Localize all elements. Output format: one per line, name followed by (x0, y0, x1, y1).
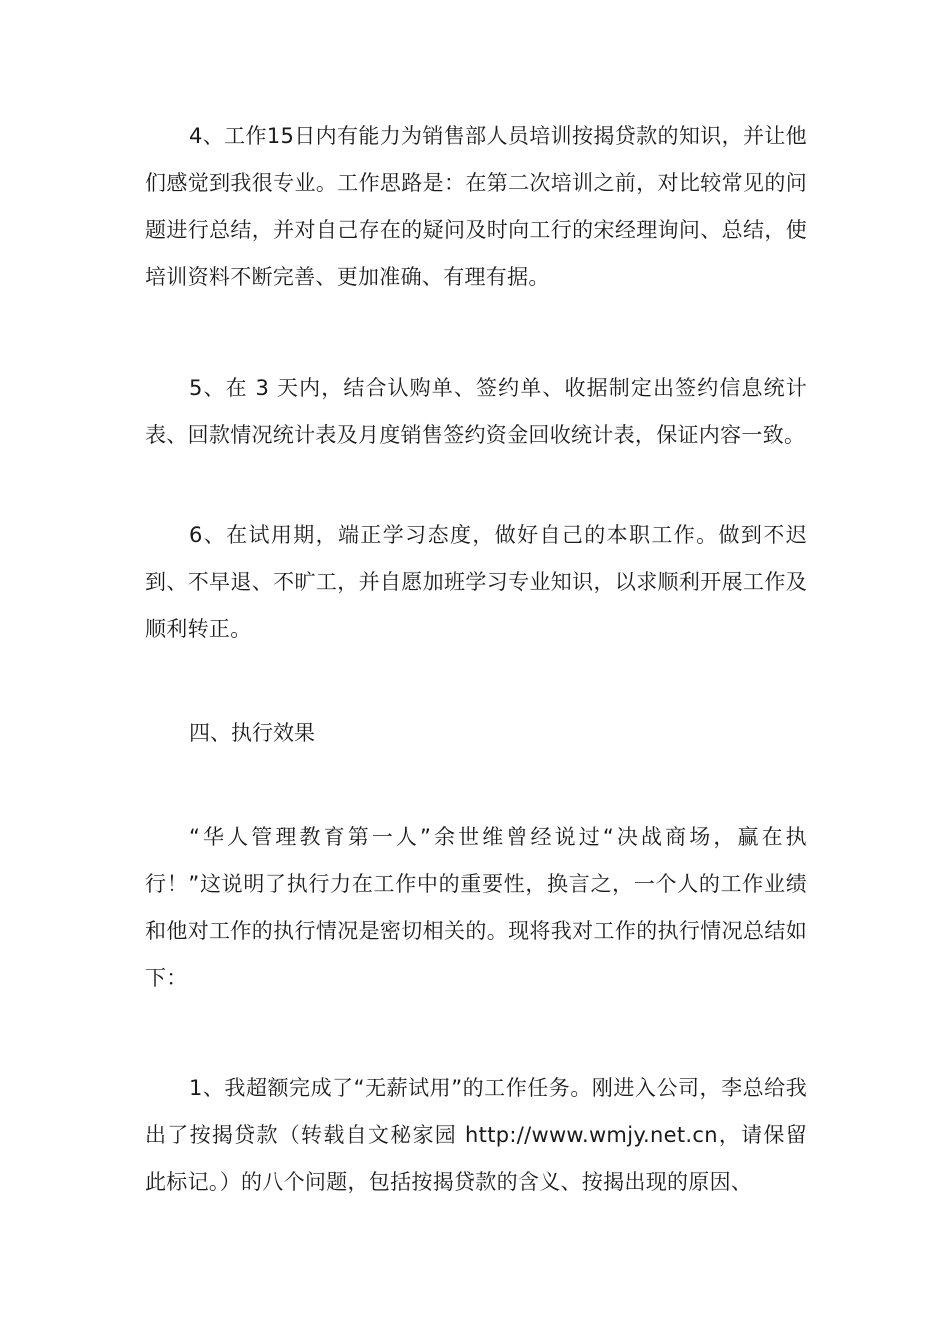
paragraph-execution-intro: “华人管理教育第一人”余世维曾经说过“决战商场，赢在执行！”这说明了执行力在工作中的重要性，换言之，一个人的工作业绩和他对工作的执行情况是密切相关的。现将我对工作的执行情况总结如下： (145, 825, 807, 990)
paragraph-item-6: 6、在试用期，端正学习态度，做好自己的本职工作。做到不迟到、不早退、不旷工，并自愿加班学习专业知识，以求顺利开展工作及顺利转正。 (145, 523, 807, 641)
section-heading: 四、执行效果 (189, 721, 315, 745)
paragraph-item-4: 4、工作15日内有能力为销售部人员培训按揭贷款的知识，并让他们感觉到我很专业。工作思路是：在第二次培训之前，对比较常见的问题进行总结，并对自己存在的疑问及时向工行的宋经理询问、总结，使培训资料不断完善、更加准确、有理有据。 (145, 124, 807, 289)
paragraph-execution-item-1: 1、我超额完成了“无薪试用”的工作任务。刚进入公司，李总给我出了按揭贷款（转载自文秘家园 http://www.wmjy.net.cn，请保留此标记。）的八个问题，包括按揭贷款的含义、按揭出现的原因、 (145, 1076, 807, 1194)
paragraph-item-5: 5、在 3 天内，结合认购单、签约单、收据制定出签约信息统计表、回款情况统计表及月度销售签约资金回收统计表，保证内容一致。 (145, 376, 807, 447)
